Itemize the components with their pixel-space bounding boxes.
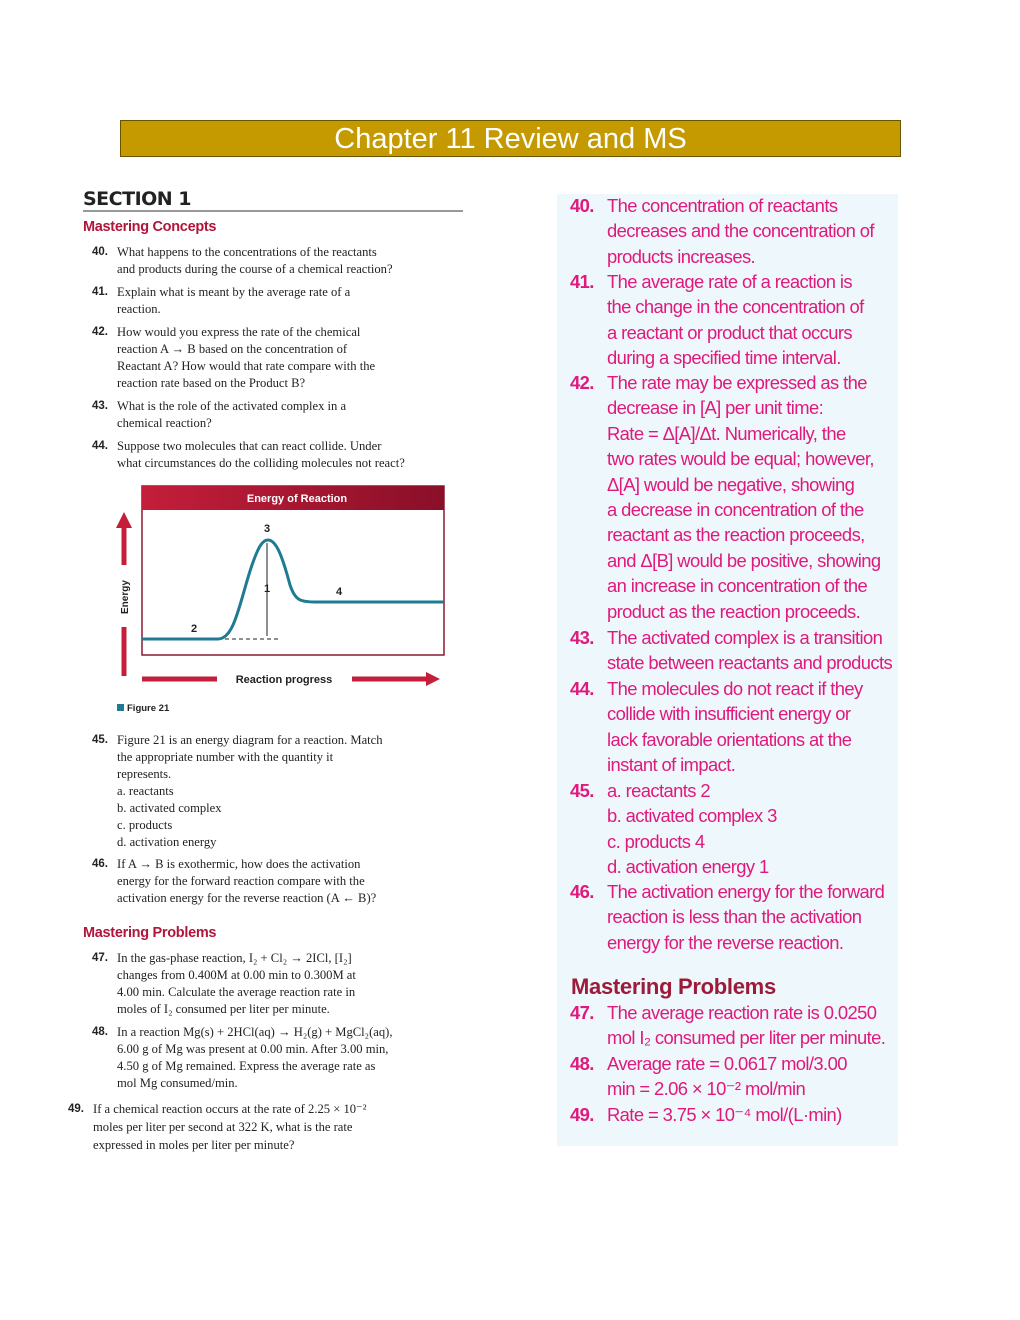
- question-line: reaction A → B based on the concentration of: [117, 342, 348, 356]
- answer-line: min = 2.06 × 10⁻² mol/min: [607, 1078, 806, 1100]
- question-line: the appropriate number with the quantity it: [117, 750, 334, 764]
- answer-number: 42.: [570, 372, 594, 393]
- diagram-title: Energy of Reaction: [246, 493, 348, 505]
- answer-number: 40.: [570, 195, 594, 216]
- answer-line: two rates would be equal; however,: [607, 448, 874, 470]
- figure-caption: Figure 21: [117, 703, 169, 714]
- answer-line: The activation energy for the forward: [607, 881, 885, 902]
- answer-line: the change in the concentration of: [607, 296, 864, 318]
- question-line: 4.50 g of Mg remained. Express the average rate as: [117, 1059, 376, 1073]
- answer-line: collide with insufficient energy or: [607, 703, 851, 725]
- answer-line: a. reactants 2: [607, 780, 711, 801]
- energy-diagram: [0, 0, 480, 720]
- question-line: How would you express the rate of the chemical: [117, 325, 361, 339]
- answer-45: [557, 778, 777, 880]
- question-line: moles per liter per second at 322 K, what is the rate: [93, 1120, 353, 1134]
- answer-line: reactant as the reaction proceeds,: [607, 524, 865, 546]
- diagram-frame: [142, 486, 444, 655]
- question-line: 6.00 g of Mg was present at 0.00 min. After 3.00 min,: [117, 1042, 389, 1056]
- question-line: activation energy for the reverse reaction (A ← B)?: [117, 891, 377, 905]
- answer-line: The average reaction rate is 0.0250: [607, 1002, 877, 1023]
- question-46: [92, 856, 377, 907]
- answer-44: [557, 676, 863, 778]
- answer-line: b. activated complex 3: [607, 805, 777, 827]
- question-number: 43.: [92, 400, 108, 412]
- answer-number: 41.: [570, 271, 594, 292]
- answer-line: energy for the reverse reaction.: [607, 931, 844, 953]
- section-heading: SECTION 1: [83, 188, 463, 212]
- answer-line: The activated complex is a transition: [607, 627, 883, 648]
- question-line: b. activated complex: [117, 801, 222, 815]
- question-number: 44.: [92, 440, 108, 452]
- answer-49: [557, 1102, 842, 1127]
- question-number: 49.: [68, 1103, 84, 1115]
- question-number: 42.: [92, 326, 108, 338]
- question-number: 46.: [92, 858, 108, 870]
- answer-line: products increases.: [607, 245, 756, 267]
- arrow-up-icon: [116, 512, 132, 528]
- answer-line: state between reactants and products: [607, 652, 893, 674]
- question-number: 45.: [92, 734, 108, 746]
- answer-line: lack favorable orientations at the: [607, 728, 852, 750]
- question-line: mol Mg consumed/min.: [117, 1076, 238, 1090]
- answer-line: Average rate = 0.0617 mol/3.00: [607, 1053, 847, 1074]
- answer-line: reaction is less than the activation: [607, 906, 862, 928]
- answers-problems-heading: Mastering Problems: [571, 974, 776, 999]
- answer-line: mol I₂ consumed per liter per minute.: [607, 1027, 886, 1049]
- answer-48: [557, 1051, 847, 1102]
- concepts-heading: Mastering Concepts: [83, 219, 217, 235]
- question-48: [92, 1024, 393, 1092]
- answer-line: Rate = 3.75 × 10⁻⁴ mol/(L·min): [607, 1104, 842, 1125]
- question-number: 41.: [92, 286, 108, 298]
- question-line: expressed in moles per liter per minute?: [93, 1138, 295, 1152]
- question-line: chemical reaction?: [117, 416, 212, 430]
- question-line: Suppose two molecules that can react collide. Under: [117, 439, 382, 453]
- answer-line: The rate may be expressed as the: [607, 372, 867, 393]
- answer-line: a reactant or product that occurs: [607, 321, 852, 343]
- question-line: c. products: [117, 818, 173, 832]
- answer-43: [557, 625, 892, 676]
- answer-line: d. activation energy 1: [607, 856, 769, 878]
- answers-panel: [557, 194, 898, 1146]
- answer-number: 46.: [570, 881, 594, 902]
- question-line: In the gas-phase reaction, I₂ + Cl₂ → 2ICl, [I₂]: [117, 951, 352, 965]
- answer-42: [557, 370, 880, 624]
- answer-number: 44.: [570, 678, 594, 699]
- question-line: Figure 21 is an energy diagram for a reaction. Match: [117, 733, 383, 747]
- page-title: Chapter 11 Review and MS: [120, 120, 901, 157]
- answer-number: 45.: [570, 780, 594, 801]
- answer-line: c. products 4: [607, 830, 705, 852]
- question-45: [92, 732, 383, 851]
- answer-line: a decrease in concentration of the: [607, 499, 864, 521]
- answer-line: product as the reaction proceeds.: [607, 600, 861, 622]
- answer-line: Δ[A] would be negative, showing: [607, 473, 855, 495]
- answer-number: 47.: [570, 1002, 594, 1023]
- question-line: and products during the course of a chemical reaction?: [117, 262, 393, 276]
- answer-line: an increase in concentration of the: [607, 575, 868, 597]
- question-line: reaction rate based on the Product B?: [117, 376, 306, 390]
- questions-column: [0, 0, 480, 1320]
- question-number: 47.: [92, 952, 108, 964]
- answer-41: [557, 269, 864, 371]
- label-4: 4: [336, 586, 343, 598]
- answer-47: [557, 1000, 885, 1051]
- question-line: Reactant A? How would that rate compare with the: [117, 359, 376, 373]
- caption-square-icon: [117, 704, 124, 711]
- answer-46: [557, 879, 884, 955]
- question-47: [92, 950, 356, 1018]
- answer-line: and Δ[B] would be positive, showing: [607, 549, 881, 571]
- answer-number: 49.: [570, 1104, 594, 1125]
- question-line: If A → B is exothermic, how does the activation: [117, 857, 361, 871]
- answer-40: [557, 193, 874, 269]
- problems-heading: Mastering Problems: [83, 925, 217, 941]
- question-line: a. reactants: [117, 784, 174, 798]
- question-line: what circumstances do the colliding molecules not react?: [117, 456, 405, 470]
- answer-line: instant of impact.: [607, 754, 736, 776]
- question-line: represents.: [117, 767, 172, 781]
- question-line: What is the role of the activated complex in a: [117, 399, 347, 413]
- answer-line: The concentration of reactants: [607, 195, 838, 216]
- answer-number: 43.: [570, 627, 594, 648]
- question-line: d. activation energy: [117, 835, 217, 849]
- question-line: Explain what is meant by the average rate of a: [117, 285, 351, 299]
- question-line: changes from 0.400M at 0.00 min to 0.300M at: [117, 968, 356, 982]
- label-1: 1: [264, 583, 271, 595]
- answer-line: during a specified time interval.: [607, 347, 841, 369]
- question-number: 40.: [92, 246, 108, 258]
- question-line: energy for the forward reaction compare with the: [117, 874, 365, 888]
- answer-line: The molecules do not react if they: [607, 678, 863, 699]
- answer-line: decrease in [A] per unit time:: [607, 397, 824, 419]
- answer-line: The average rate of a reaction is: [607, 271, 852, 292]
- question-line: If a chemical reaction occurs at the rate of 2.25 × 10⁻²: [93, 1102, 367, 1116]
- question-line: reaction.: [117, 302, 161, 316]
- y-axis-label: Energy: [120, 580, 131, 614]
- answer-number: 48.: [570, 1053, 594, 1074]
- question-line: 4.00 min. Calculate the average reaction rate in: [117, 985, 356, 999]
- arrow-right-icon: [426, 672, 440, 686]
- label-3: 3: [264, 523, 271, 535]
- label-2: 2: [191, 623, 198, 635]
- question-line: In a reaction Mg(s) + 2HCl(aq) → H₂(g) + MgCl₂(aq),: [117, 1025, 393, 1039]
- x-axis-label: Reaction progress: [235, 674, 333, 686]
- answer-line: decreases and the concentration of: [607, 220, 874, 242]
- question-line: What happens to the concentrations of the reactants: [117, 245, 377, 259]
- answer-line: Rate = Δ[A]/Δt. Numerically, the: [607, 422, 846, 444]
- question-49: [68, 1100, 367, 1154]
- question-number: 48.: [92, 1026, 108, 1038]
- question-line: moles of I₂ consumed per liter per minute.: [117, 1002, 330, 1016]
